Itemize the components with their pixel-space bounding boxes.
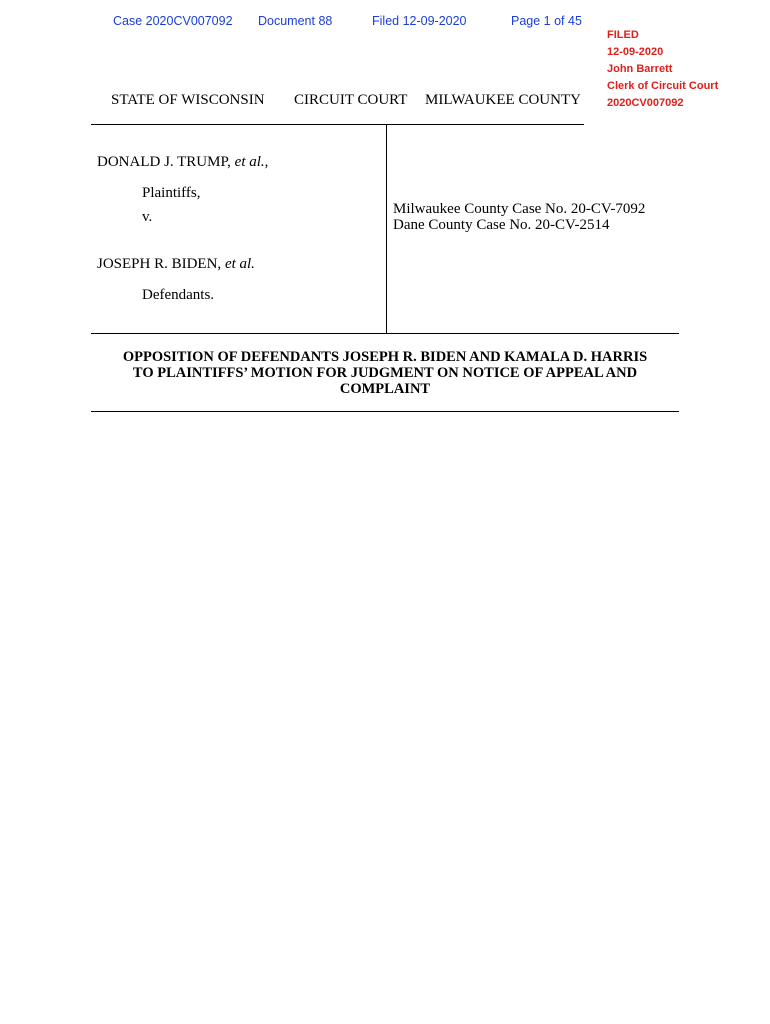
caption-top-rule xyxy=(91,124,584,125)
filed-stamp-clerk-title: Clerk of Circuit Court xyxy=(607,80,719,92)
milwaukee-case-number: Milwaukee County Case No. 20-CV-7092 xyxy=(393,201,646,217)
filed-stamp-clerk-name: John Barrett xyxy=(607,63,673,75)
versus-label: v. xyxy=(142,209,153,225)
case-numbers xyxy=(393,201,645,233)
document-title-line-2: TO PLAINTIFFS’ MOTION FOR JUDGMENT ON NOTICE OF APPEAL AND xyxy=(132,365,638,381)
defendant-et-al: et al. xyxy=(224,256,255,272)
stamp-page-number: Page 1 of 45 xyxy=(511,14,582,28)
plaintiff-party xyxy=(97,154,268,171)
document-title-line-3: COMPLAINT xyxy=(339,381,431,397)
filed-stamp-date: 12-09-2020 xyxy=(607,46,664,58)
document-title xyxy=(91,349,679,397)
dane-case-number: Dane County Case No. 20-CV-2514 xyxy=(393,217,610,233)
document-title-line-1: OPPOSITION OF DEFENDANTS JOSEPH R. BIDEN AND KAMALA D. HARRIS xyxy=(122,349,648,365)
court-name: CIRCUIT COURT xyxy=(294,92,408,108)
caption-divider xyxy=(386,124,387,334)
filed-stamp-case-number: 2020CV007092 xyxy=(607,97,684,109)
title-bottom-rule xyxy=(91,411,679,412)
filed-stamp-status: FILED xyxy=(607,29,639,41)
plaintiff-et-al: et al. xyxy=(234,154,265,170)
plaintiff-comma: , xyxy=(264,154,269,170)
defendants-label: Defendants. xyxy=(142,287,215,303)
plaintiff-name: DONALD J. TRUMP, xyxy=(97,154,235,170)
stamp-document-number: Document 88 xyxy=(258,14,333,28)
stamp-case-number: Case 2020CV007092 xyxy=(113,14,233,28)
caption-bottom-rule xyxy=(91,333,679,334)
defendant-party xyxy=(97,256,255,273)
filed-stamp xyxy=(607,27,718,112)
defendant-name: JOSEPH R. BIDEN, xyxy=(97,256,225,272)
stamp-filed-date: Filed 12-09-2020 xyxy=(372,14,467,28)
court-county: MILWAUKEE COUNTY xyxy=(425,92,581,108)
court-state: STATE OF WISCONSIN xyxy=(111,92,265,108)
plaintiffs-label: Plaintiffs, xyxy=(142,185,201,201)
